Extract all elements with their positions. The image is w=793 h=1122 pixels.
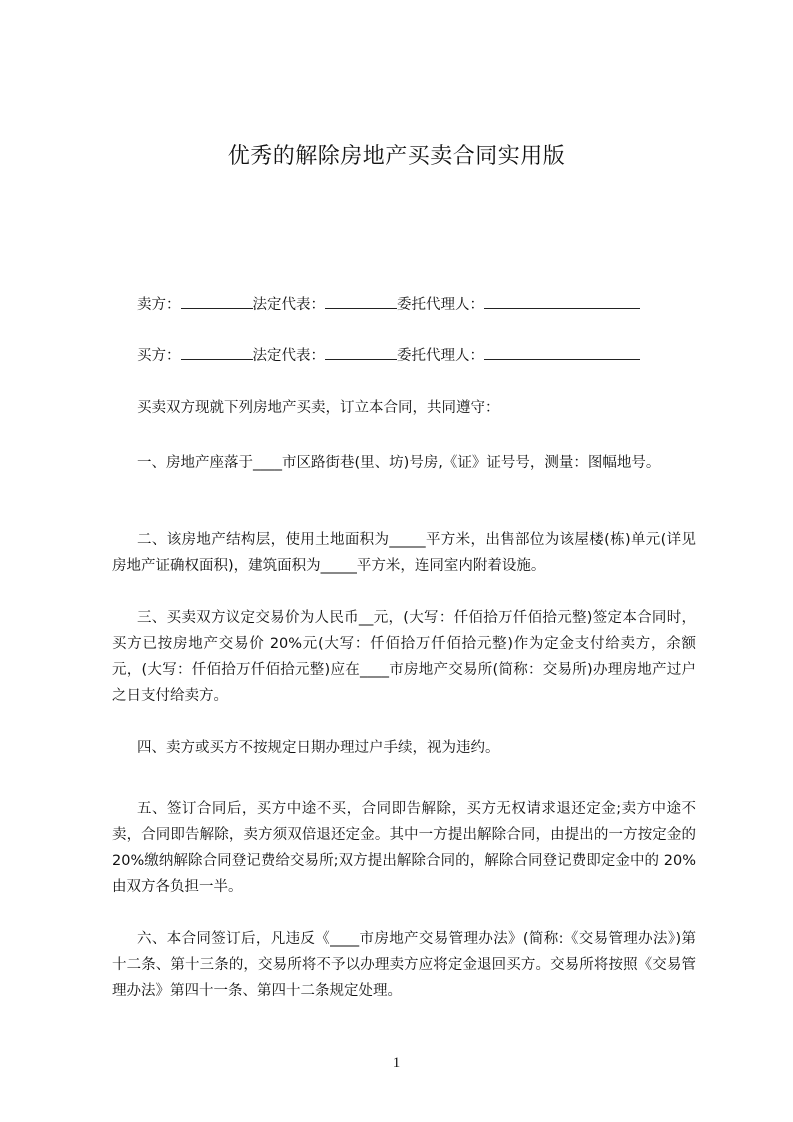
seller-legal-rep-blank [325, 292, 397, 309]
clause-3: 三、买卖双方议定交易价为人民币__元，(大写：仟佰拾万仟佰拾元整)签定本合同时，买方已按房地产交易价 20%元(大写：仟佰拾万仟佰拾元整)作为定金支付给卖方，余额元，(大写：仟佰拾万仟佰拾元整)应在____市房地产交易所(简称：交易所)办理房地产过户之日支付给卖方。 [112, 610, 696, 704]
seller-label: 卖方： [137, 297, 181, 313]
document-title: 优秀的解除房地产买卖合同实用版 [227, 144, 566, 169]
seller-agent-label: 委托代理人： [397, 297, 484, 313]
buyer-legal-rep-blank [325, 343, 397, 360]
clause-2: 二、该房地产结构层，使用土地面积为_____平方米，出售部位为该屋楼(栋)单元(详见房地产证确权面积)，建筑面积为_____平方米，连同室内附着设施。 [112, 532, 696, 574]
buyer-name-blank [181, 343, 253, 360]
clause-5: 五、签订合同后，买方中途不买，合同即告解除，买方无权请求退还定金;卖方中途不卖，合同即告解除，卖方须双倍退还定金。其中一方提出解除合同，由提出的一方按定金的 20%缴纳解除合同登记费给交易所;双方提出解除合同的，解除合同登记费即定金中的 20%由双方各负担一半。 [112, 801, 696, 895]
buyer-agent-blank [484, 343, 640, 360]
seller-legal-rep-label: 法定代表： [252, 297, 325, 313]
buyer-legal-rep-label: 法定代表： [252, 348, 325, 364]
clause-6: 六、本合同签订后，凡违反《____市房地产交易管理办法》(简称:《交易管理办法》)第十二条、第十三条的，交易所将不予以办理卖方应将定金退回买方。交易所将按照《交易管理办法》第四十一条、第四十二条规定处理。 [112, 931, 696, 999]
seller-agent-blank [484, 292, 640, 309]
buyer-line [137, 343, 640, 367]
buyer-label: 买方： [137, 348, 181, 364]
page-number: 1 [392, 1055, 401, 1071]
clause-1: 一、房地产座落于____市区路街巷(里、坊)号房,《证》证号号，测量：图幅地号。 [137, 455, 661, 471]
seller-name-blank [181, 292, 253, 309]
clause-4: 四、卖方或买方不按规定日期办理过户手续，视为违约。 [137, 740, 500, 756]
seller-line [137, 292, 640, 316]
intro-paragraph: 买卖双方现就下列房地产买卖，订立本合同，共同遵守： [137, 400, 500, 416]
buyer-agent-label: 委托代理人： [397, 348, 484, 364]
